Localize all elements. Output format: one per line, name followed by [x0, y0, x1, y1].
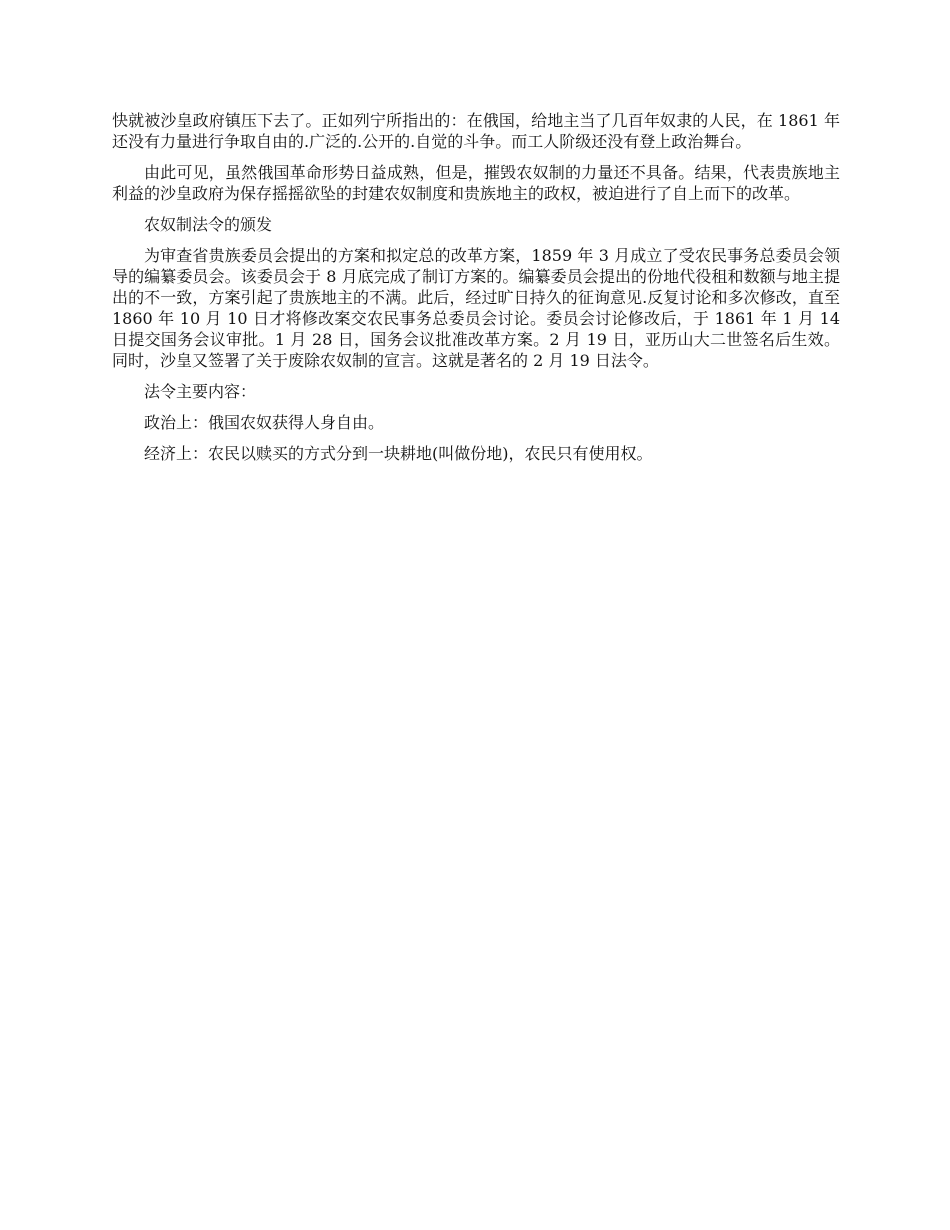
document-body: [112, 110, 840, 474]
paragraph-4: 法令主要内容：: [144, 382, 257, 401]
section-heading: 农奴制法令的颁发: [144, 215, 273, 234]
paragraph-3: 为审查省贵族委员会提出的方案和拟定总的改革方案，1859 年 3 月成立了受农民事务总委员会领导的编纂委员会。该委员会于 8 月底完成了制订方案的。编纂委员会提出的份地代役租和数额与地主提出的不一致，方案引起了贵族地主的不满。此后，经过旷日持久的征询意见.反复讨论和多次修改，直至 1860 年 10 月 10 日才将修改案交农民事务总委员会讨论。委员会讨论修改后，于 1861 年 1 月 14 日提交国务会议审批。1 月 28 日，国务会议批准改革方案。2 月 19 日，亚历山大二世签名后生效。同时，沙皇又签署了关于废除农奴制的宣言。这就是著名的 2 月 19 日法令。: [112, 246, 840, 370]
paragraph-1: 快就被沙皇政府镇压下去了。正如列宁所指出的：在俄国，给地主当了几百年奴隶的人民，在 1861 年还没有力量进行争取自由的.广泛的.公开的.自觉的斗争。而工人阶级还没有登上政治舞台。: [112, 111, 840, 151]
paragraph-2: 由此可见，虽然俄国革命形势日益成熟，但是，摧毁农奴制的力量还不具备。结果，代表贵族地主利益的沙皇政府为保存摇摇欲坠的封建农奴制度和贵族地主的政权，被迫进行了自上而下的改革。: [112, 163, 840, 203]
paragraph-5: 政治上：俄国农奴获得人身自由。: [144, 413, 385, 432]
paragraph-6: 经济上：农民以赎买的方式分到一块耕地(叫做份地)，农民只有使用权。: [144, 444, 653, 463]
